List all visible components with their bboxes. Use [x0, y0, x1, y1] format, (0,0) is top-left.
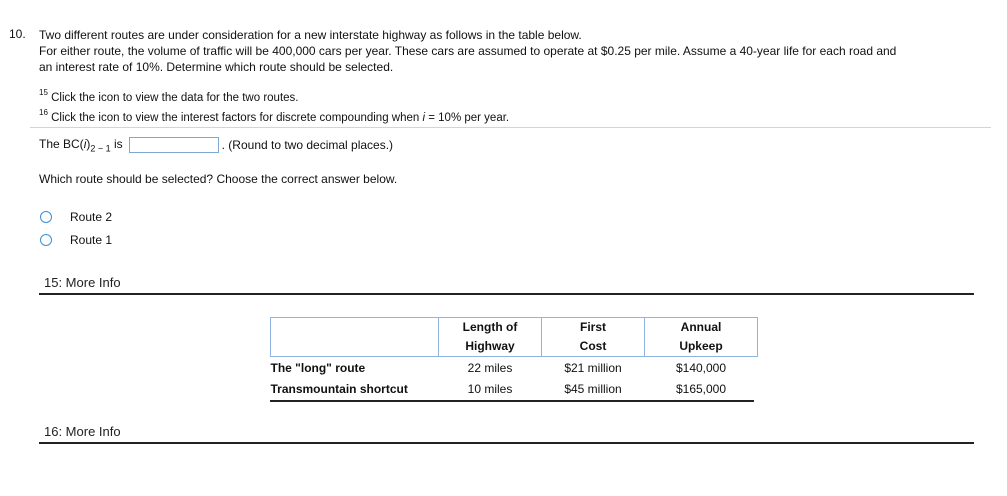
- rounding-hint: . (Round to two decimal places.): [221, 138, 394, 153]
- more-info-16-title: 16: More Info: [44, 424, 121, 439]
- choice-label: Route 1: [70, 233, 113, 247]
- bc-ratio-input[interactable]: [129, 137, 219, 153]
- table-header-first-cost: First Cost: [542, 318, 645, 357]
- note-data-link[interactable]: [39, 86, 509, 106]
- info-notes: [39, 86, 509, 126]
- question-text: [39, 27, 989, 75]
- more-info-15-title: 15: More Info: [44, 275, 121, 290]
- note-number: 16: [39, 107, 48, 117]
- question-line-3: an interest rate of 10%. Determine which route should be selected.: [39, 60, 394, 74]
- choice-route-1[interactable]: [40, 233, 112, 247]
- more-info-15-rule: [39, 293, 974, 295]
- table-header-annual-upkeep: Annual Upkeep: [645, 318, 758, 357]
- section-divider: [30, 127, 991, 128]
- question-line-2: For either route, the volume of traffic will be 400,000 cars per year. These cars are assumed to operate at $0.25 per mile. Assume a 40-year life for each road and: [39, 44, 897, 58]
- route-name: The "long" route: [270, 360, 366, 375]
- choice-route-2[interactable]: [40, 210, 112, 224]
- route-name: Transmountain shortcut: [270, 381, 408, 396]
- note-interest-factors-link[interactable]: [39, 106, 509, 126]
- bc-answer-row: [39, 137, 393, 153]
- choice-label: Route 2: [70, 210, 113, 224]
- routes-table: [270, 317, 758, 399]
- table-header-length: Length of Highway: [439, 318, 542, 357]
- table-bottom-rule: [270, 400, 754, 402]
- radio-button[interactable]: [40, 211, 52, 223]
- bc-label: The $BC(i)_{2 - 1}$ is: [39, 137, 123, 154]
- table-header-row: [271, 318, 758, 357]
- question-line-1: Two different routes are under consideration for a new interstate highway as follows in the table below.: [39, 28, 582, 42]
- note-number: 15: [39, 88, 48, 97]
- table-row: [271, 378, 758, 399]
- more-info-16-rule: [39, 442, 974, 444]
- route-length: 22 miles: [467, 360, 513, 375]
- radio-button[interactable]: [40, 234, 52, 246]
- note-text-prefix: Click the icon to view the interest factors for discrete compounding when: [51, 111, 423, 124]
- note-text: Click the icon to view the data for the two routes.: [51, 91, 299, 104]
- table-row: [271, 357, 758, 379]
- route-annual-upkeep: $140,000: [675, 360, 727, 375]
- route-first-cost: $45 million: [564, 381, 622, 396]
- table-header-blank: [271, 318, 439, 357]
- route-length: 10 miles: [467, 381, 513, 396]
- route-first-cost: $21 million: [564, 360, 622, 375]
- interest-variable: i: [422, 111, 426, 124]
- choice-prompt: Which route should be selected? Choose the correct answer below.: [39, 172, 398, 186]
- route-annual-upkeep: $165,000: [675, 381, 727, 396]
- note-text-suffix: = 10% per year.: [425, 111, 510, 124]
- question-number: 10.: [9, 27, 26, 41]
